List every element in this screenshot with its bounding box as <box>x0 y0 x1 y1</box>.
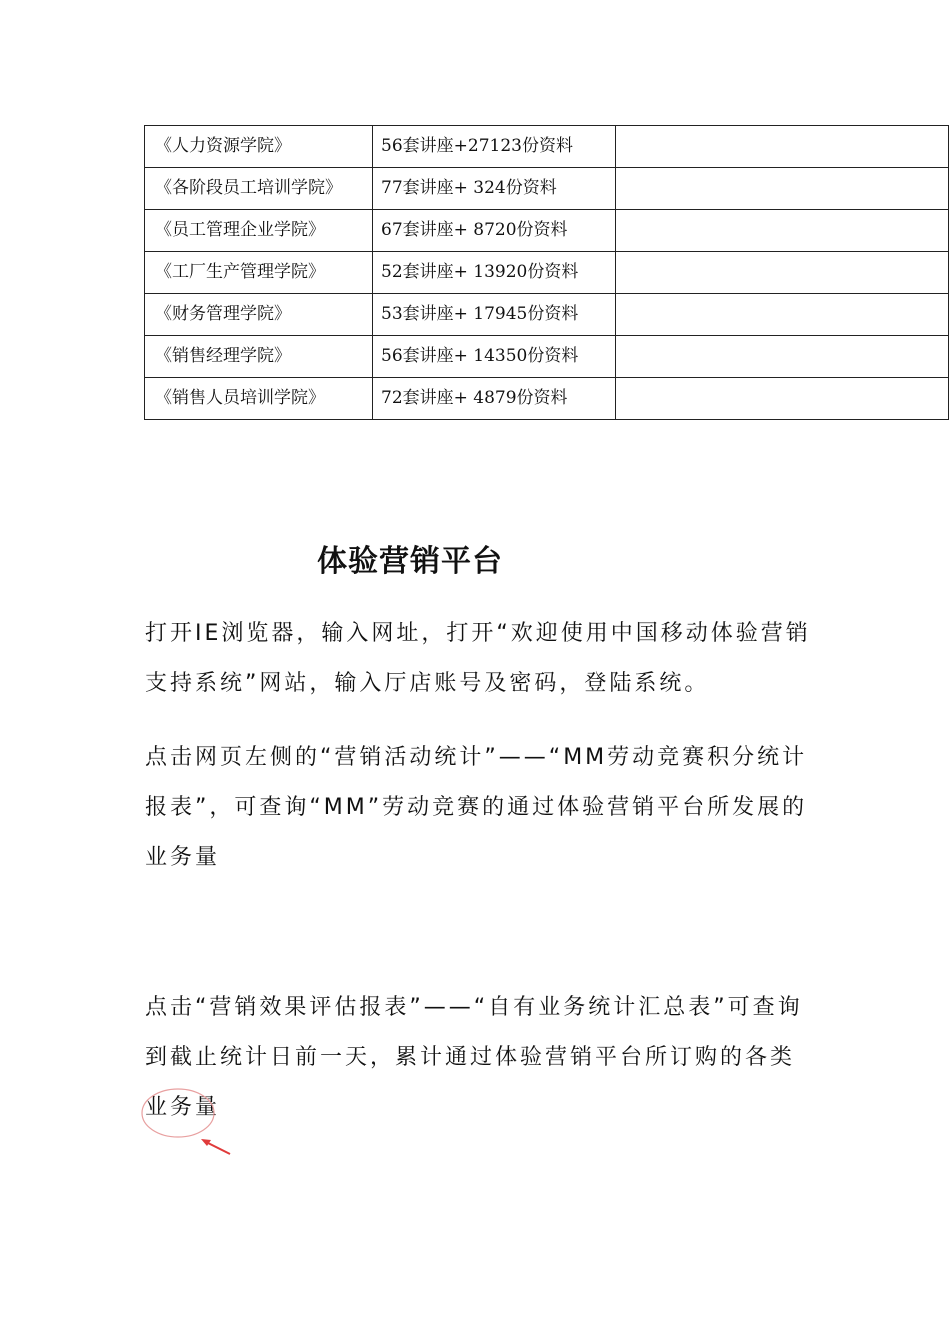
course-note <box>616 336 949 378</box>
paragraph-login: 打开IE浏览器，输入网址，打开“欢迎使用中国移动体验营销支持系统”网站，输入厅店账号及密码，登陆系统。 <box>145 621 811 696</box>
table-row <box>145 126 949 168</box>
ellipse-icon <box>142 1089 214 1137</box>
course-content: 72套讲座+ 4879份资料 <box>373 378 616 420</box>
course-note <box>616 378 949 420</box>
table-row <box>145 252 949 294</box>
course-content: 53套讲座+ 17945份资料 <box>373 294 616 336</box>
annotation-mark <box>138 1085 238 1160</box>
course-name: 《销售经理学院》 <box>145 336 373 378</box>
table-row <box>145 336 949 378</box>
course-content: 56套讲座+27123份资料 <box>373 126 616 168</box>
course-name: 《财务管理学院》 <box>145 294 373 336</box>
section-heading: 体验营销平台 <box>317 544 503 579</box>
table-row <box>145 168 949 210</box>
course-content: 56套讲座+ 14350份资料 <box>373 336 616 378</box>
course-name: 《销售人员培训学院》 <box>145 378 373 420</box>
course-note <box>616 168 949 210</box>
table-row <box>145 210 949 252</box>
course-name: 《员工管理企业学院》 <box>145 210 373 252</box>
arrowhead-icon <box>201 1139 211 1146</box>
course-note <box>616 126 949 168</box>
table-row <box>145 378 949 420</box>
table-row <box>145 294 949 336</box>
paragraph-effect-report: 点击“营销效果评估报表”——“自有业务统计汇总表”可查询到截止统计日前一天，累计通过体验营销平台所订购的各类业务量 <box>145 995 803 1120</box>
course-note <box>616 252 949 294</box>
course-content: 77套讲座+ 324份资料 <box>373 168 616 210</box>
paragraph-mm-report: 点击网页左侧的“营销活动统计”——“MM劳动竞赛积分统计报表”，可查询“MM”劳动竞赛的通过体验营销平台所发展的业务量 <box>145 745 808 870</box>
course-name: 《人力资源学院》 <box>145 126 373 168</box>
course-note <box>616 210 949 252</box>
course-note <box>616 294 949 336</box>
course-content: 67套讲座+ 8720份资料 <box>373 210 616 252</box>
course-name: 《各阶段员工培训学院》 <box>145 168 373 210</box>
course-content: 52套讲座+ 13920份资料 <box>373 252 616 294</box>
course-table <box>144 125 949 420</box>
course-name: 《工厂生产管理学院》 <box>145 252 373 294</box>
